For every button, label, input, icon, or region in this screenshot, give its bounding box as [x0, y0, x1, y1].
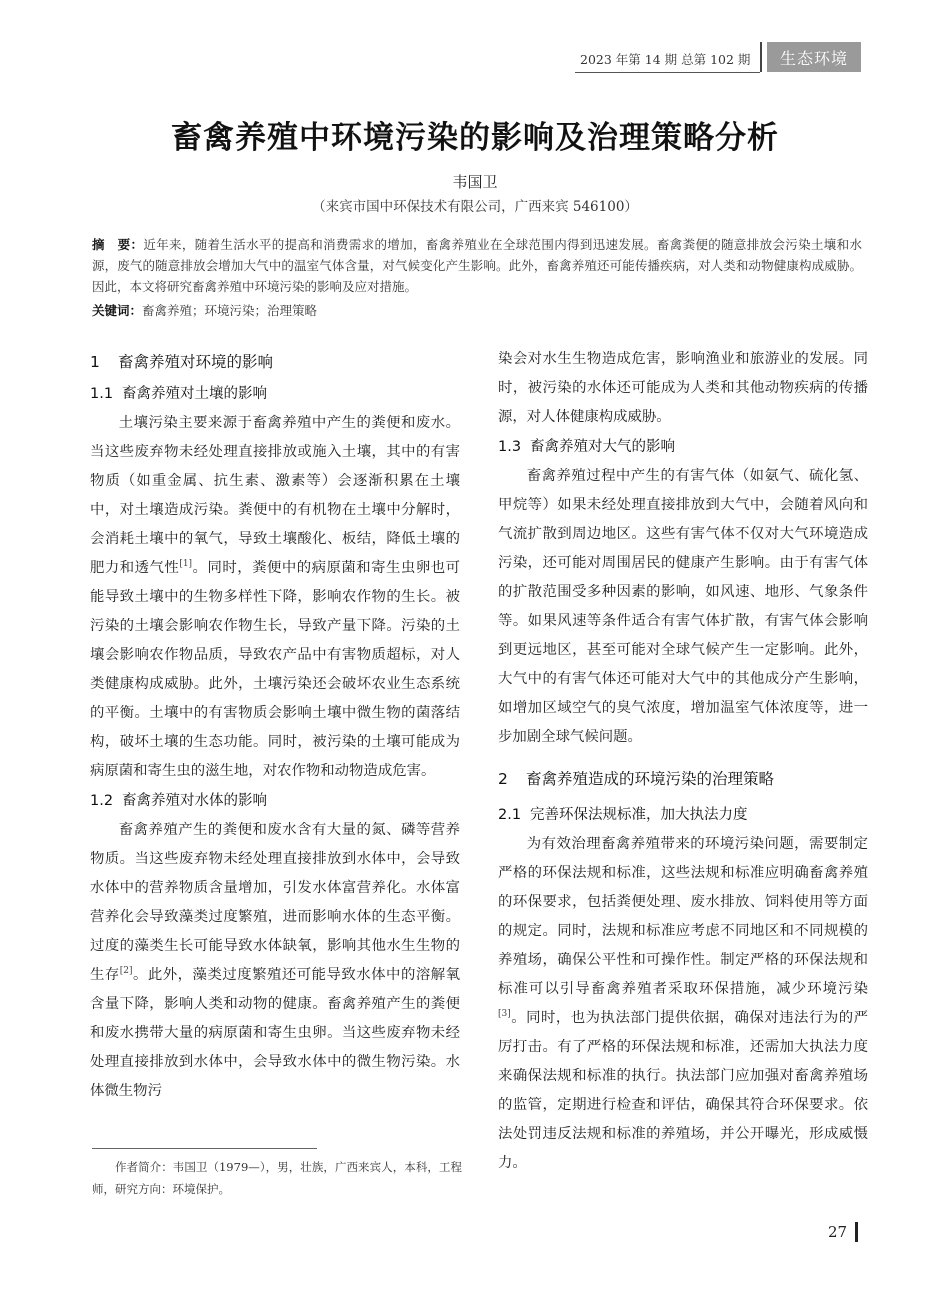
text-run: 畜禽养殖产生的粪便和废水含有大量的氮、磷等营养物质。当这些废弃物未经处理直接排放到水体中，会导致水体中的营养物质含量增加，引发水体富营养化。水体富营养化会导致藻类过度繁殖，进而影响水体的生态平衡。过度的藻类生长可能导致水体缺氧，影响其他水生生物的生存	[90, 822, 460, 983]
right-column	[498, 345, 868, 1178]
subsection-number: 1.2	[90, 793, 114, 809]
subsection-number: 1.1	[90, 386, 114, 402]
citation-2: [2]	[119, 966, 133, 977]
author-name: 韦国卫	[452, 173, 498, 191]
citation-1: [1]	[179, 559, 193, 570]
header-rule	[575, 72, 760, 73]
section-title: 畜禽养殖造成的环境污染的治理策略	[526, 770, 775, 788]
header-divider	[760, 42, 762, 72]
page-number-bar	[855, 1222, 858, 1242]
subsection-number: 1.3	[498, 439, 522, 455]
author-affiliation: （来宾市国中环保技术有限公司，广西来宾 546100）	[312, 199, 638, 215]
section-2-heading	[498, 762, 868, 796]
section-1-1-heading	[90, 379, 460, 409]
author-footnote: 作者简介：韦国卫（1979—），男，壮族，广西来宾人，本科，工程师，研究方向：环境保护。	[92, 1160, 462, 1196]
subsection-number: 2.1	[498, 807, 522, 823]
left-column	[90, 345, 460, 1106]
paragraph-water	[90, 816, 460, 1106]
subsection-title: 完善环保法规标准，加大执法力度	[530, 807, 748, 823]
paragraph-air: 畜禽养殖过程中产生的有害气体（如氨气、硫化氢、甲烷等）如果未经处理直接排放到大气中，会随着风向和气流扩散到周边地区。这些有害气体不仅对大气环境造成污染，还可能对周围居民的健康产生影响。由于有害气体的扩散范围受多种因素的影响，如风速、地形、气象条件等。如果风速等条件适合有害气体扩散，有害气体会影响到更远地区，甚至可能对全球气候产生一定影响。此外，大气中的有害气体还可能对大气中的其他成分产生影响，如增加区域空气的臭气浓度，增加温室气体浓度等，进一步加剧全球气候问题。	[498, 468, 868, 745]
section-1-3-heading	[498, 432, 868, 462]
paragraph-soil	[90, 409, 460, 786]
journal-issue: 2023 年第 14 期 总第 102 期	[580, 52, 751, 67]
subsection-title: 畜禽养殖对水体的影响	[122, 793, 267, 809]
text-run: 。同时，也为执法部门提供依据，确保对违法行为的严厉打击。有了严格的环保法规和标准，还需加大执法力度来确保法规和标准的执行。执法部门应加强对畜禽养殖场的监管，定期进行检查和评估，确保其符合环保要求。依法处罚违反法规和标准的养殖场，并公开曝光，形成威慑力。	[498, 1010, 868, 1171]
page-number: 27	[828, 1223, 848, 1241]
text-run: 。同时，粪便中的病原菌和寄生虫卵也可能导致土壤中的生物多样性下降，影响农作物的生长。被污染的土壤会影响农作物生长，导致产量下降。污染的土壤会影响农作物品质，导致农产品中有害物质超标，对人类健康构成威胁。此外，土壤污染还会破坏农业生态系统的平衡。土壤中的有害物质会影响土壤中微生物的菌落结构，破坏土壤的生态功能。同时，被污染的土壤可能成为病原菌和寄生虫的滋生地，对农作物和动物造成危害。	[90, 560, 460, 779]
paragraph-water-continued: 染会对水生生物造成危害，影响渔业和旅游业的发展。同时，被污染的水体还可能成为人类和其他动物疾病的传播源，对人体健康构成威胁。	[498, 351, 868, 425]
section-2-1-heading	[498, 800, 868, 830]
paragraph-regulation	[498, 830, 868, 1178]
keywords-label: 关键词：	[92, 303, 143, 318]
keywords	[92, 301, 862, 319]
footnote-rule	[92, 1148, 317, 1149]
abstract-label: 摘 要：	[92, 237, 144, 252]
section-title: 畜禽养殖对环境的影响	[118, 353, 274, 371]
subsection-title: 畜禽养殖对大气的影响	[530, 439, 675, 455]
text-run: 。此外，藻类过度繁殖还可能导致水体中的溶解氧含量下降，影响人类和动物的健康。畜禽养殖产生的粪便和废水携带大量的病原菌和寄生虫卵。当这些废弃物未经处理直接排放到水体中，会导致水体中的微生物污染。水体微生物污	[90, 967, 460, 1099]
section-tag: 生态环境	[767, 42, 861, 72]
text-run: 土壤污染主要来源于畜禽养殖中产生的粪便和废水。当这些废弃物未经处理直接排放或施入土壤，其中的有害物质（如重金属、抗生素、激素等）会逐渐积累在土壤中，对土壤造成污染。粪便中的有机物在土壤中分解时，会消耗土壤中的氧气，导致土壤酸化、板结，降低土壤的肥力和透气性	[90, 415, 460, 576]
section-number: 1	[90, 353, 100, 371]
abstract-text: 近年来，随着生活水平的提高和消费需求的增加，畜禽养殖业在全球范围内得到迅速发展。畜禽粪便的随意排放会污染土壤和水源，废气的随意排放会增加大气中的温室气体含量，对气候变化产生影响。此外，畜禽养殖还可能传播疾病，对人类和动物健康构成威胁。因此，本文将研究畜禽养殖中环境污染的影响及应对措施。	[92, 237, 862, 294]
subsection-title: 畜禽养殖对土壤的影响	[122, 386, 267, 402]
paper-title: 畜禽养殖中环境污染的影响及治理策略分析	[171, 120, 779, 156]
citation-3: [3]	[498, 1009, 511, 1020]
section-1-heading	[90, 345, 460, 379]
text-run: 为有效治理畜禽养殖带来的环境污染问题，需要制定严格的环保法规和标准，这些法规和标准应明确畜禽养殖的环保要求，包括粪便处理、废水排放、饲料使用等方面的规定。同时，法规和标准应考虑不同地区和不同规模的养殖场，确保公平性和可操作性。制定严格的环保法规和标准可以引导畜禽养殖者采取环保措施，减少环境污染	[498, 836, 868, 997]
abstract	[92, 234, 862, 297]
keywords-text: 畜禽养殖；环境污染；治理策略	[142, 303, 318, 318]
section-number: 2	[498, 770, 508, 788]
section-1-2-heading	[90, 786, 460, 816]
